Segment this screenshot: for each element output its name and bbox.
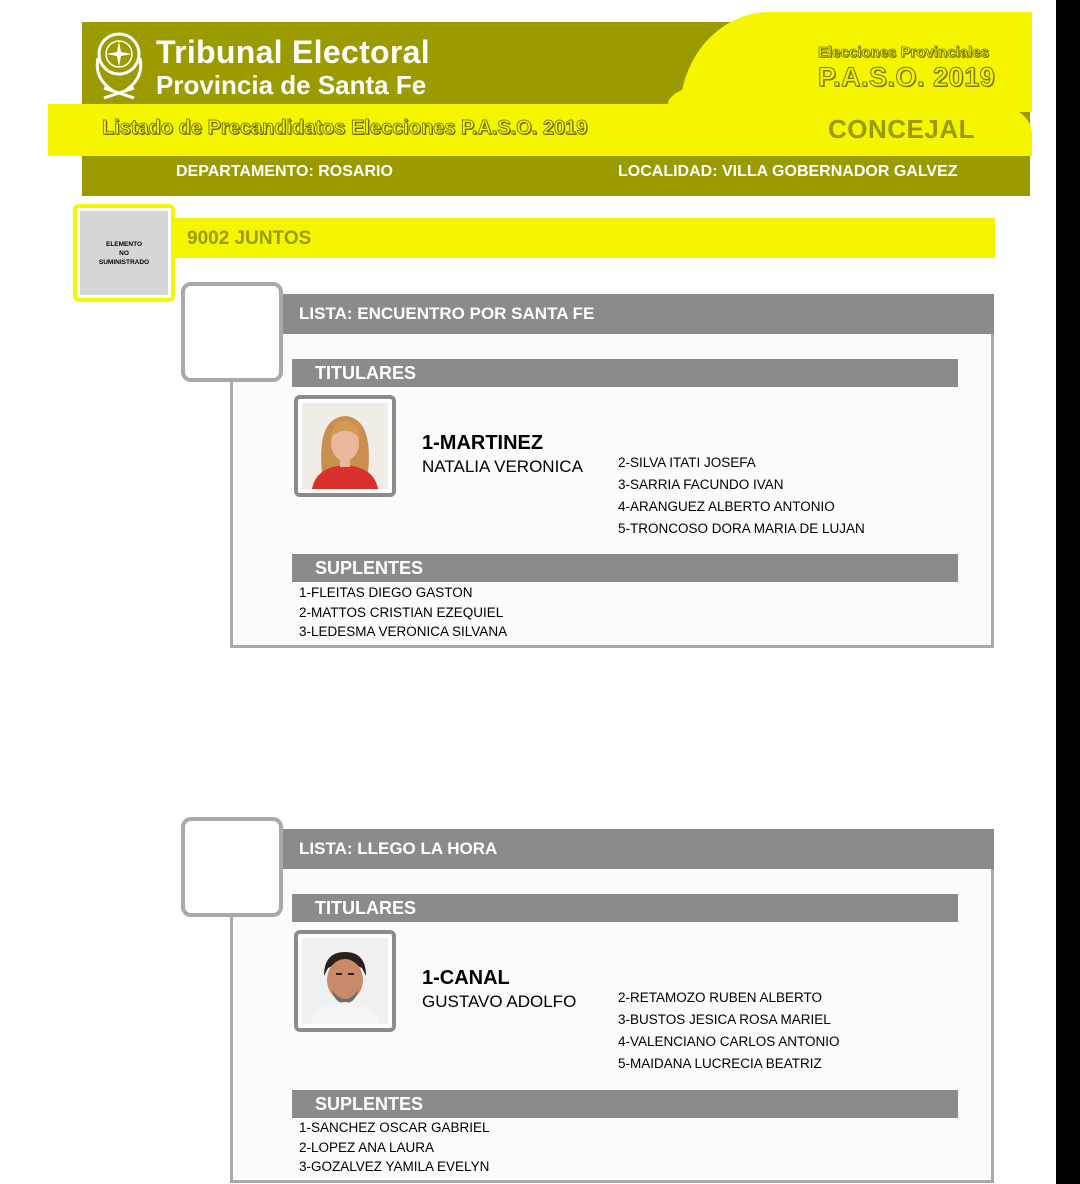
logo-text-line: NO (119, 249, 129, 257)
head-candidate-name: GUSTAVO ADOLFO (422, 992, 577, 1011)
head-candidate-name: NATALIA VERONICA (422, 457, 583, 476)
party-name: 9002 JUNTOS (187, 228, 312, 249)
titulares-label: TITULARES (315, 898, 416, 918)
titular-item: 5-TRONCOSO DORA MARIA DE LUJAN (618, 521, 865, 536)
head-candidate-surname: 1-MARTINEZ (422, 432, 544, 454)
election-title: P.A.S.O. 2019 (818, 62, 996, 92)
screen-edge (1056, 0, 1080, 1184)
departamento-label: DEPARTAMENTO: ROSARIO (176, 163, 393, 180)
candidate-portrait-icon (302, 938, 388, 1024)
suplente-item: 3-GOZALVEZ YAMILA EVELYN (299, 1159, 490, 1174)
party-logo-placeholder (80, 211, 168, 295)
category-label: CONCEJAL (828, 114, 976, 144)
listado-title: Listado de Precandidatos Elecciones P.A.S.O. 2019 (102, 117, 588, 139)
suplente-item: 2-MATTOS CRISTIAN EZEQUIEL (299, 605, 504, 620)
lista-block (0, 294, 1080, 654)
candidate-photo (294, 930, 396, 1032)
suplente-item: 2-LOPEZ ANA LAURA (299, 1140, 435, 1155)
titular-item: 4-VALENCIANO CARLOS ANTONIO (618, 1034, 840, 1049)
party-logo (73, 204, 175, 302)
suplente-item: 1-SANCHEZ OSCAR GABRIEL (299, 1120, 490, 1135)
lista-name: LISTA: ENCUENTRO POR SANTA FE (299, 304, 595, 323)
logo-text-line: ELEMENTO (106, 240, 142, 248)
header-subtitle: Provincia de Santa Fe (156, 70, 427, 100)
province-seal-icon (90, 28, 148, 102)
election-label: Elecciones Provinciales (818, 44, 989, 61)
candidate-portrait-icon (302, 403, 388, 489)
titular-item: 4-ARANGUEZ ALBERTO ANTONIO (618, 499, 835, 514)
suplentes-label: SUPLENTES (315, 1094, 424, 1114)
header-title: Tribunal Electoral (156, 34, 430, 70)
titular-item: 5-MAIDANA LUCRECIA BEATRIZ (618, 1056, 822, 1071)
suplente-item: 1-FLEITAS DIEGO GASTON (299, 585, 473, 600)
head-candidate-surname: 1-CANAL (422, 967, 510, 989)
suplentes-label: SUPLENTES (315, 558, 424, 578)
lista-logo (181, 282, 283, 382)
titulares-label: TITULARES (315, 363, 416, 383)
titular-item: 3-BUSTOS JESICA ROSA MARIEL (618, 1012, 831, 1027)
suplente-item: 3-LEDESMA VERONICA SILVANA (299, 624, 508, 639)
titular-item: 2-RETAMOZO RUBEN ALBERTO (618, 990, 823, 1005)
lista-logo (181, 817, 283, 917)
lista-name: LISTA: LLEGO LA HORA (299, 839, 498, 858)
lista-block (0, 829, 1080, 1184)
candidate-photo (294, 395, 396, 497)
logo-text-line: SUMINISTRADO (98, 258, 150, 266)
localidad-label: LOCALIDAD: VILLA GOBERNADOR GALVEZ (618, 163, 958, 180)
titular-item: 2-SILVA ITATI JOSEFA (618, 455, 756, 470)
titular-item: 3-SARRIA FACUNDO IVAN (618, 477, 784, 492)
